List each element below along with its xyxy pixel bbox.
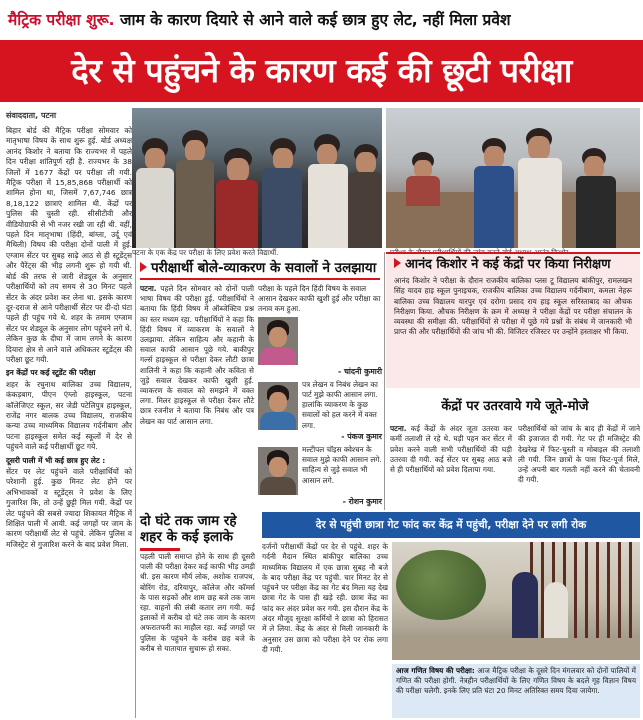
centres-paragraph: शहर के रघुनाथ बालिका उच्च विद्यालय, कंकड़बाग, पीएन एंग्लो हाइस्कूल, पटना कॉलेजिएट स्कूल, सर जेडी पटेलिपुत्र हाइस्कूल, राजेंद्र नगर बालक उच्च विद्यालय, राजकीय कन्या उच्च माध्यमिक विद्यालय गर्दनीबाग और पटना हाइस्कूल समेत कई स्कूलों में देर से पहुंचने वाले कई परीक्षार्थी छूट गये. [6, 379, 132, 452]
students-reaction-text [140, 284, 254, 427]
headline: देर से पहुंचने के कारण कई की छूटी परीक्षा [0, 40, 643, 102]
shoes-col-2: परीक्षार्थियों को जांच के बाद ही केंद्रों में जाने की इजाजत दी गयी. गेट पर ही मजिस्ट्रेट की देखरेख में फिट-चुस्ती व मोबाइल की तलाशी ली गयी. जिन छात्रों के पास फिट-पूर्ज मिले, उन्हें अपनी बार गलती नहीं करने की चेतावनी दी गयी. [518, 424, 640, 485]
quote-name: - चांदनी कुमारी [338, 366, 382, 376]
quote-text: परीक्षा के पहले दिन हिंदी विषय के सवाल आसान देखकर काफी खुशी हुई और परीक्षा का तनाव कम हुआ. [258, 284, 381, 314]
traffic-jam-title [140, 513, 255, 551]
subhead-centres: इन केंद्रों पर कई स्टूडेंट की परीक्षा [6, 368, 96, 378]
maths-exam-text: आज मैट्रिक परीक्षा के दूसरे दिन मंगलवार को दोनों पालियों में गणित की परीक्षा होगी. नेत्रहीन परीक्षार्थियों के लिए गणित विषय के बदले गृह विज्ञान विषय की परीक्षा चलेगी. इनके लिए प्रति घंटा 20 मिनट अतिरिक्त समय दिया जायेगा. [396, 666, 636, 695]
kicker [0, 0, 643, 40]
maths-exam-box [392, 664, 640, 718]
quote-text: पत्र लेखन व निबंध लेखन का पार्ट मुझे काफी आसान लगा. हालांकि व्याकरण के कुछ सवालों को हल करने में वक्त लगा. [302, 379, 378, 430]
quote-name: - पंकज कुमार [341, 431, 382, 441]
subhead-second-shift: दूसरी पाली में भी कई छात्र हुए लेट : [6, 455, 106, 465]
column-divider [135, 250, 136, 718]
inspection-title: आनंद किशोर ने कई केंद्रों पर किया निरीक्षण [386, 254, 640, 276]
dateline: पटना. [140, 284, 157, 293]
photo1-caption: पटना के एक केंद्र पर परीक्षा के लिए प्रवेश करते विद्यार्थी. [132, 248, 279, 257]
dateline: पटना. [390, 424, 407, 433]
second-shift-paragraph: सेंटर पर लेट पहुंचने वाले परीक्षार्थियों को परेशानी हुई. कुछ मिनट लेट होने पर अभिभावकों व स्टूडेंट्स ने प्रवेश के लिए गुजारिश कि, तो उन्हें छुट्टी मिल गयी. केंद्रों पर लेट पहुंचने की सबसे ज्यादा शिकायत मैट्रिक में शिक्षित पाली में आयी. कई जगहों पर जाम के कारण परीक्षार्थी लेट से पहुंचे. लेकिन पुलिस व मजिस्ट्रेट से गुजारिश करने के बाद प्रवेश मिला. [6, 467, 132, 549]
students-reaction-body: पहले दिन सोमवार को दोनों पाली भाषा विषय की परीक्षा हुई. परीक्षार्थियों ने बताया कि हिंदी विषय में ऑब्जेक्टिव प्रश्न का स्तर मध्यम रहा. परीक्षार्थियों ने कहा कि हिंदी विषय में व्याकरण के सवालों ने उलझाया. लेकिन साहित्य और कहानी के सवाल काफी आसान पूछे गये. बाकीपुर गर्ल्स हाइस्कूल से परीक्षा देकर लौटी छात्रा शालिनी ने कहा कि कहानी और कविता से जुड़े सवाल देखकर काफी खुशी हुई. व्याकरण के सवाल को समझने में वक्त लगा. मिलर हाइस्कूल से परीक्षा देकर लौटे छात्र रजनीश ने बताया कि निबंध और पत्र लेखन का पार्ट आसान लगा. [140, 284, 254, 426]
inspection-photo [386, 108, 640, 248]
quote-text: मल्टीपल चॉइस क्वेश्चन के सवाल मुझे काफी आसान लगे. साहित्य से जुड़े सवाल भी आसान लगे. [302, 445, 382, 485]
column-divider [384, 252, 385, 510]
main-story-paragraph: बिहार बोर्ड की मैट्रिक परीक्षा सोमवार को मातृभाषा विषय के साथ शुरू हुई. बोर्ड अध्यक्ष आनंद किशोर ने बताया कि राज्यभर में पहले दिन परीक्षा शांतिपूर्ण रही है. राज्यभर के 38 जिलों में 1677 केंद्रों पर परीक्षा ली गयी. मैट्रिक परीक्षा में 15,85,868 परीक्षार्थी को शामिल होना था, जिसमें 7,67,746 छात्र 8,18,122 छात्राएं शामिल थी. केंद्रों पर पुलिस की चुस्ती रही. सीसीटीवी और वीडियोग्राफी से भी नजर रखी जा रही थी. वहीं, पहले दिन मातृभाषा (हिंदी, बांग्ला, उर्दू एवं मैथिली) विषय की परीक्षा दोनों पाली में हुई. एग्जाम सेंटर पर सुबह साढ़े आठ से ही स्टूडेंट्स और पैरेंट्स की भीड़ लगनी शुरू हो गयी थी. बोर्ड की तरफ से जारी शेड्यूल के अनुसार परीक्षार्थियों को तय समय से 30 मिनट पहले सेंटर के अंदर प्रवेश कर लेना था. इसके कारण दूर-दराज से आने परीक्षार्थी सेंटर पर दी-दो घंटा पहले ही पहुंच गये थे. शहर के तमाम एग्जाम सेंटर पर शेड्यूल के अनुसार लोग पहुंचने लगे थे. लेकिन कुछ के दीघा में जाम लगने के कारण दियारा क्षेत्र से आने वाले अधिकतर स्टूडेंट्स की परीक्षा छूट गयी. [6, 126, 132, 364]
student-portrait [258, 382, 298, 430]
kicker-text: जाम के कारण दियारे से आने वाले कई छात्र हुए लेट, नहीं मिला प्रवेश [119, 11, 511, 29]
gate-jump-text: दर्जनों परीक्षार्थी केंद्रों पर देर से पहुंचे. शहर के गर्दनी मैदान स्थित बांकीपुर बालिका उच्च माध्यमिक विद्यालय में एक छात्रा सुबह नौ बजे के बाद परीक्षा केंद्र पर पहुंची. चार मिनट देर से पहुंचने पर परीक्षा केंद्र का गेट बंद मिला यह देख छात्रा गेट के पास ही खड़े रही. छात्रा केंद्र का फांद कर अंदर प्रवेश कर गयी. इस दौरान केंद्र के अंदर मौजूद सुरक्षा कर्मियों ने छात्रा को हिरासत में ले लिया. केंद्र के अंदर से मिली जानकारी के अनुसार उस छात्रा को परीक्षा देने पर रोक लगा दी गयी. [262, 542, 388, 654]
traffic-jam-title-text: दो घंटे तक जाम रहे शहर के कई इलाके [140, 513, 237, 545]
quote-1 [258, 284, 382, 377]
gate-photo [392, 542, 640, 660]
shoes-col-1 [390, 424, 512, 475]
byline: संवाददाता, पटना [6, 111, 57, 120]
student-quotes [258, 284, 382, 510]
shoes-removed-title: केंद्रों पर उतरवाये गये जूते-मोजे [441, 399, 589, 414]
maths-exam-lead: आज गणित विषय की परीक्षा: [396, 666, 475, 675]
traffic-jam-text: पहली पाली समाप्त होने के साथ ही दूसरी पाली की परीक्षा देकर कई काफी भीड़ उमड़ी थी. इस कारण मौर्य लोक, अशोक राजपथ, बोरिंग रोड, दरियापुर, कॉलेज और कॉमर्स के पास सड़कों और शाम छह बजे तक जाम रहा. वाहनों की लंबी कतार लग गयी. कई इलाकों में करीब दो घंटे तक जाम के कारण अफरातफरी का माहौल रहा. कई जगहों पर पुलिस के पहुंचने के करीब छह बजे के करीब से यातायात सुचारू हो सका. [140, 552, 255, 653]
shoes-col-1-text: कई केंद्रों के अंदर जूता उतरवा कर कर्मी तलाशी ले रहे थे. घड़ी पहन कर सेंटर में प्रवेश करने वाली सभी परीक्षार्थियों की घड़ी उतरवा दी गयी. कई सेंटर पर सुबह आठ बजे से ही परीक्षार्थियों को प्रवेश दिलाया गया. [390, 424, 512, 475]
students-crowd-photo [132, 108, 382, 248]
quote-3 [258, 445, 382, 507]
main-story-column [6, 126, 132, 552]
gate-jump-banner: देर से पहुंची छात्रा गेट फांद कर केंद्र में पहुंची, परीक्षा देने पर लगी रोक [262, 512, 640, 538]
quote-2 [258, 380, 382, 442]
student-portrait [258, 317, 298, 365]
inspection-box [386, 252, 640, 388]
quote-name: - रोशन कुमार [342, 497, 382, 507]
kicker-label: मैट्रिक परीक्षा शुरू. [8, 11, 115, 29]
students-reaction-title: परीक्षार्थी बोले-व्याकरण के सवालों ने उलझाया [140, 256, 380, 280]
student-portrait [258, 447, 298, 495]
inspection-text: आनंद किशोर ने परीक्षा के दौरान राजकीय बालिका प्लस टू विद्यालय बांकीपुर, रामलखन सिंह यादव हाइ स्कूल पुनाइचक, राजकीय बालिका उच्च विद्यालय गर्दनीबाग, कमला नेहरू बालिका उच्च विद्यालय यारपुर एवं दरोगा प्रसाद राय हाइ स्कूल सरिस्ताबाद का औचक निरीक्षण किया. औचक निरीक्षण के क्रम में अध्यक्ष ने परीक्षा केंद्रों पर परीक्षा संचालन के व्यवस्था की समीक्षा की. परीक्षार्थियों से परीक्षा में पूछे गये प्रश्नों के संबंध में जानकारी भी प्राप्त की और परीक्षार्थियों की जांच भी की. विजिटर रजिस्टर पर उन्होंने हस्ताक्षर भी किया. [394, 276, 632, 337]
